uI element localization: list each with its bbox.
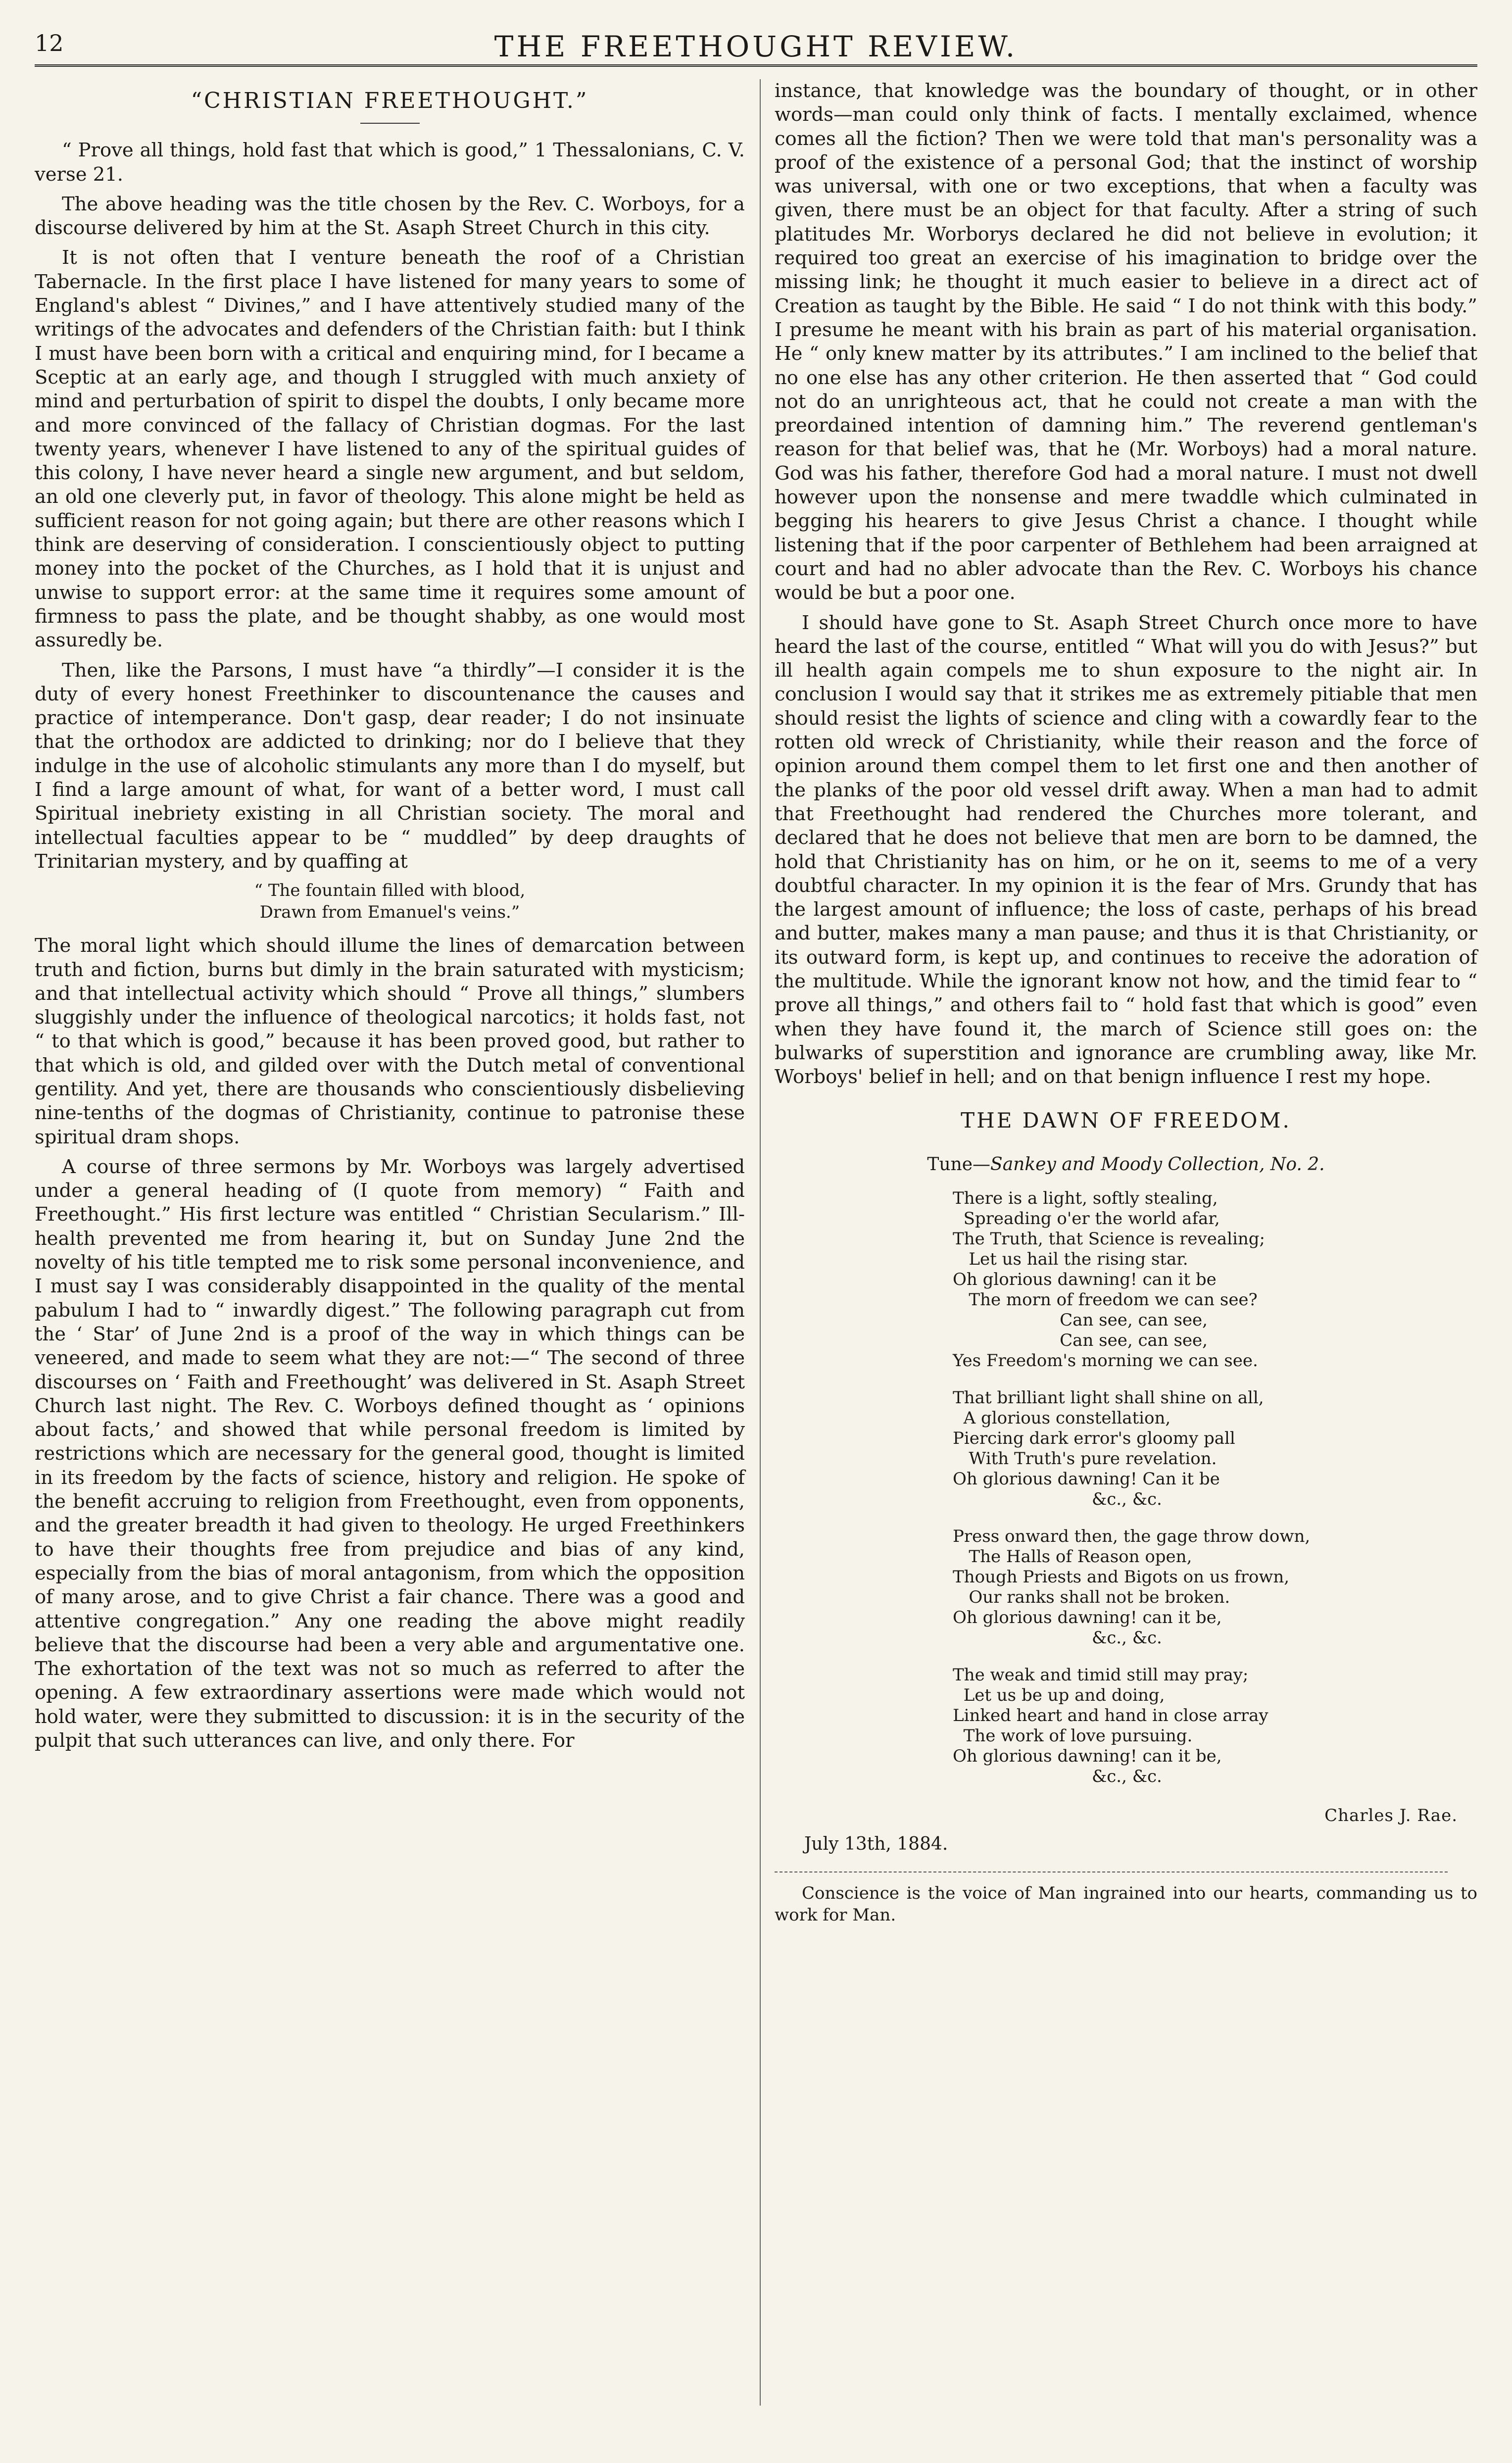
quote-line: “ The fountain filled with blood,: [254, 881, 526, 901]
verse-line: Though Priests and Bigots on us frown,: [953, 1567, 1290, 1587]
header-rule: [35, 64, 1477, 67]
verse-line: Spreading o'er the world afar,: [953, 1209, 1220, 1229]
quote-line: Drawn from Emanuel's veins.”: [259, 902, 520, 923]
paragraph: It is not often that I venture beneath the roof of a Christian Tabernacle. In the first place I have listened for many years to some of England's ablest “ Divines,” and I have attentively studied many of the writings of the advocates and defenders of the Christian faith: but I think I must have been born with a critical and enquiring mind, for I became a Sceptic at an early age, and though I struggled with much anxiety of mind and perturbation of spirit to dispel the doubts, I only became more and more convinced of the fallacy of Christian dogmas. For the last twenty years, whenever I have listened to any of the spiritual guides of this colony, I have never heard a single new argument, and but seldom, an old one cleverly put, in favor of theology. This alone might be held as sufficient reason for not going again; but there are other reasons which I think are deserving of consideration. I conscientiously object to putting money into the pocket of the Churches, as I hold that it is unjust and unwise to support error: at the same time it requires some amount of firmness to pass the plate, and be thought shabby, as one would most assuredly be.: [35, 246, 745, 652]
verse-line: Yes Freedom's morning we can see.: [953, 1351, 1258, 1371]
verse-line: The work of love pursuing.: [953, 1726, 1193, 1746]
journal-title: THE FREETHOUGHT REVIEW.: [494, 30, 1018, 63]
verse-line: A glorious constellation,: [953, 1408, 1171, 1429]
verse-line: Oh glorious dawning! can it be,: [953, 1746, 1222, 1767]
verse-line: Linked heart and hand in close array: [953, 1706, 1268, 1726]
stanza: [953, 1665, 1477, 1787]
poem-tune: [775, 1153, 1477, 1177]
paragraph: A course of three sermons by Mr. Worboys was largely advertised under a general heading of (I quote from memory) “ Faith and Freethought.” His first lecture was entitled “ Christian Secularism.” Ill-health prevented me from hearing it, but on Sunday June 2nd the novelty of his title tempted me to risk some personal inconvenience, and I must say I was considerably disappointed in the quality of the mental pabulum I had to “ inwardly digest.” The following paragraph cut from the ‘ Star’ of June 2nd is a proof of the way in which things can be veneered, and made to seem what they are not:—“ The second of three discourses on ‘ Faith and Freethought’ was delivered in St. Asaph Street Church last night. The Rev. C. Worboys defined thought as ‘ opinions about facts,’ and showed that while personal freedom is limited by restrictions which are necessary for the general good, thought is limited in its freedom by the facts of science, history and religion. He spoke of the benefit accruing to religion from Freethought, even from opponents, and the greater breadth it had given to theology. He urged Freethinkers to have their thoughts free from prejudice and bias of any kind, especially from the bias of moral antagonism, from which the opposition of many arose, and to give Christ a fair chance. There was a good and attentive congregation.” Any one reading the above might readily believe that the discourse had been a very able and argumentative one. The exhortation of the text was not so much as referred to after the opening. A few extraordinary assertions were made which would not hold water, were they submitted to discussion: it is in the security of the pulpit that such utterances can live, and only there. For: [35, 1155, 745, 1752]
verse-line: With Truth's pure revelation.: [953, 1449, 1217, 1469]
paragraph: I should have gone to St. Asaph Street Church once more to have heard the last of the course, entitled “ What will you do with Jesus?” but ill health again compels me to shun exposure to the night air. In conclusion I would say that it strikes me as extremely pitiable that men should resist the lights of science and cling with a cowardly fear to the rotten old wreck of Christianity, while their reason and the force of opinion around them compel them to let first one and then another of the planks of the poor old vessel drift away. When a man had to admit that Freethought had rendered the Churches more tolerant, and declared that he does not believe that men are born to be damned, the hold that Christianity has on him, or he on it, seems to me of a very doubtful character. In my opinion it is the fear of Mrs. Grundy that has the largest amount of influence; the loss of caste, perhaps of his bread and butter, makes many a man pause; and thus it is that Christianity, or its outward form, is kept up, and continues to receive the adoration of the multitude. While the ignorant know not how, and the timid fear to “ prove all things,” and others fail to “ hold fast that which is good” even when they have found it, the march of Science still goes on: the bulwarks of superstition and ignorance are crumbling away, like Mr. Worboys' belief in hell; and on that benign influence I rest my hope.: [775, 611, 1477, 1088]
verse-line: Let us hail the rising star.: [953, 1249, 1188, 1270]
verse-line: The Truth, that Science is revealing;: [953, 1229, 1265, 1249]
page-number: 12: [35, 30, 64, 56]
verse-line: &c., &c.: [953, 1767, 1162, 1787]
verse-line: Let us be up and doing,: [953, 1685, 1165, 1706]
stanza: [953, 1527, 1477, 1648]
verse-line: Oh glorious dawning! can it be: [953, 1270, 1217, 1290]
verse-line: Can see, can see,: [953, 1330, 1208, 1351]
verse-line: Press onward then, the gage throw down,: [953, 1527, 1311, 1547]
column-divider: [760, 79, 761, 2406]
paragraph: Then, like the Parsons, I must have “a thirdly”—I consider it is the duty of every honest Freethinker to discountenance the causes and practice of intemperance. Don't gasp, dear reader; I do not insinuate that the orthodox are addicted to drinking; nor do I believe that they indulge in the use of alcoholic stimulants any more than I do myself, but I find a large amount of what, for want of a better word, I must call Spiritual inebriety existing in all Christian society. The moral and intellectual faculties appear to be “ muddled” by deep draughts of Trinitarian mystery, and by quaffing at: [35, 659, 745, 873]
paragraph: The above heading was the title chosen by the Rev. C. Worboys, for a discourse delivered by him at the St. Asaph Street Church in this city.: [35, 193, 745, 240]
footnote: Conscience is the voice of Man ingrained into our hearts, commanding us to work for Man.: [775, 1883, 1477, 1925]
stanza: [953, 1188, 1477, 1371]
dateline: July 13th, 1884.: [804, 1834, 948, 1855]
stanza: [953, 1388, 1477, 1510]
verse-line: That brilliant light shall shine on all,: [953, 1388, 1264, 1408]
tune-label: Tune—: [927, 1154, 991, 1175]
verse-line: Can see, can see,: [953, 1310, 1208, 1330]
verse-line: Our ranks shall not be broken.: [953, 1587, 1230, 1608]
verse-line: There is a light, softly stealing,: [953, 1188, 1218, 1209]
verse-line: &c., &c.: [953, 1489, 1162, 1510]
verse-line: The morn of freedom we can see?: [953, 1290, 1258, 1310]
article-title: “CHRISTIAN FREETHOUGHT.”: [191, 88, 589, 113]
poem-title: THE DAWN OF FREEDOM.: [961, 1108, 1291, 1133]
verse-line: &c., &c.: [953, 1628, 1162, 1648]
page-header: [35, 30, 1477, 69]
verse-line: Piercing dark error's gloomy pall: [953, 1429, 1235, 1449]
paragraph: The moral light which should illume the lines of demarcation between truth and fiction, burns but dimly in the brain saturated with mysticism; and that intellectual activity which should “ Prove all things,” slumbers sluggishly under the influence of theological narcotics; it holds fast, not “ to that which is good,” because it has been proved good, but rather to that which is old, and gilded over with the Dutch metal of conventional gentility. And yet, there are thousands who conscientiously disbelieving nine-tenths of the dogmas of Christianity, continue to patronise these spiritual dram shops.: [35, 935, 745, 1148]
hymn-quote: [35, 880, 745, 923]
title-rule: [360, 123, 420, 124]
verse-line: The weak and timid still may pray;: [953, 1665, 1249, 1685]
right-column: [775, 79, 1477, 1926]
author-signature: Charles J. Rae.: [1324, 1806, 1458, 1826]
left-column: [35, 79, 745, 1759]
tune-value: Sankey and Moody Collection, No. 2.: [990, 1154, 1325, 1175]
verse-line: Oh glorious dawning! can it be,: [953, 1608, 1222, 1628]
paragraph: instance, that knowledge was the boundary of thought, or in other words—man could only think of facts. I mentally exclaimed, whence comes all the fiction? Then we were told that man's personality was a proof of the existence of a personal God; that the instinct of worship was universal, with one or two exceptions, that when a faculty was given, there must be an object for that faculty. After a string of such platitudes Mr. Worborys declared he did not believe in evolution; it required too great an exercise of his imagination to bridge over the missing link; he thought it much easier to believe in a direct act of Creation as taught by the Bible. He said “ I do not think with this body.” I presume he meant with his brain as part of his material organisation. He “ only knew matter by its attributes.” I am inclined to the belief that no one else has any other criterion. He then asserted that “ God could not do an unrighteous act, that he could not create a man with the preordained intention of damning him.” The reverend gentleman's reason for that belief was, that he (Mr. Worboys) had a moral nature. God was his father, therefore God had a moral nature. I must not dwell however upon the nonsense and mere twaddle which culminated in begging his hearers to give Jesus Christ a chance. I thought while listening that if the poor carpenter of Bethlehem had been arraigned at court and had no abler advocate than the Rev. C. Worboys his chance would be but a poor one.: [775, 80, 1477, 604]
verse-line: The Halls of Reason open,: [953, 1547, 1192, 1567]
paragraph: “ Prove all things, hold fast that which is good,” 1 Thessalonians, C. V. verse 21.: [35, 139, 745, 186]
verse-line: Oh glorious dawning! Can it be: [953, 1469, 1220, 1489]
